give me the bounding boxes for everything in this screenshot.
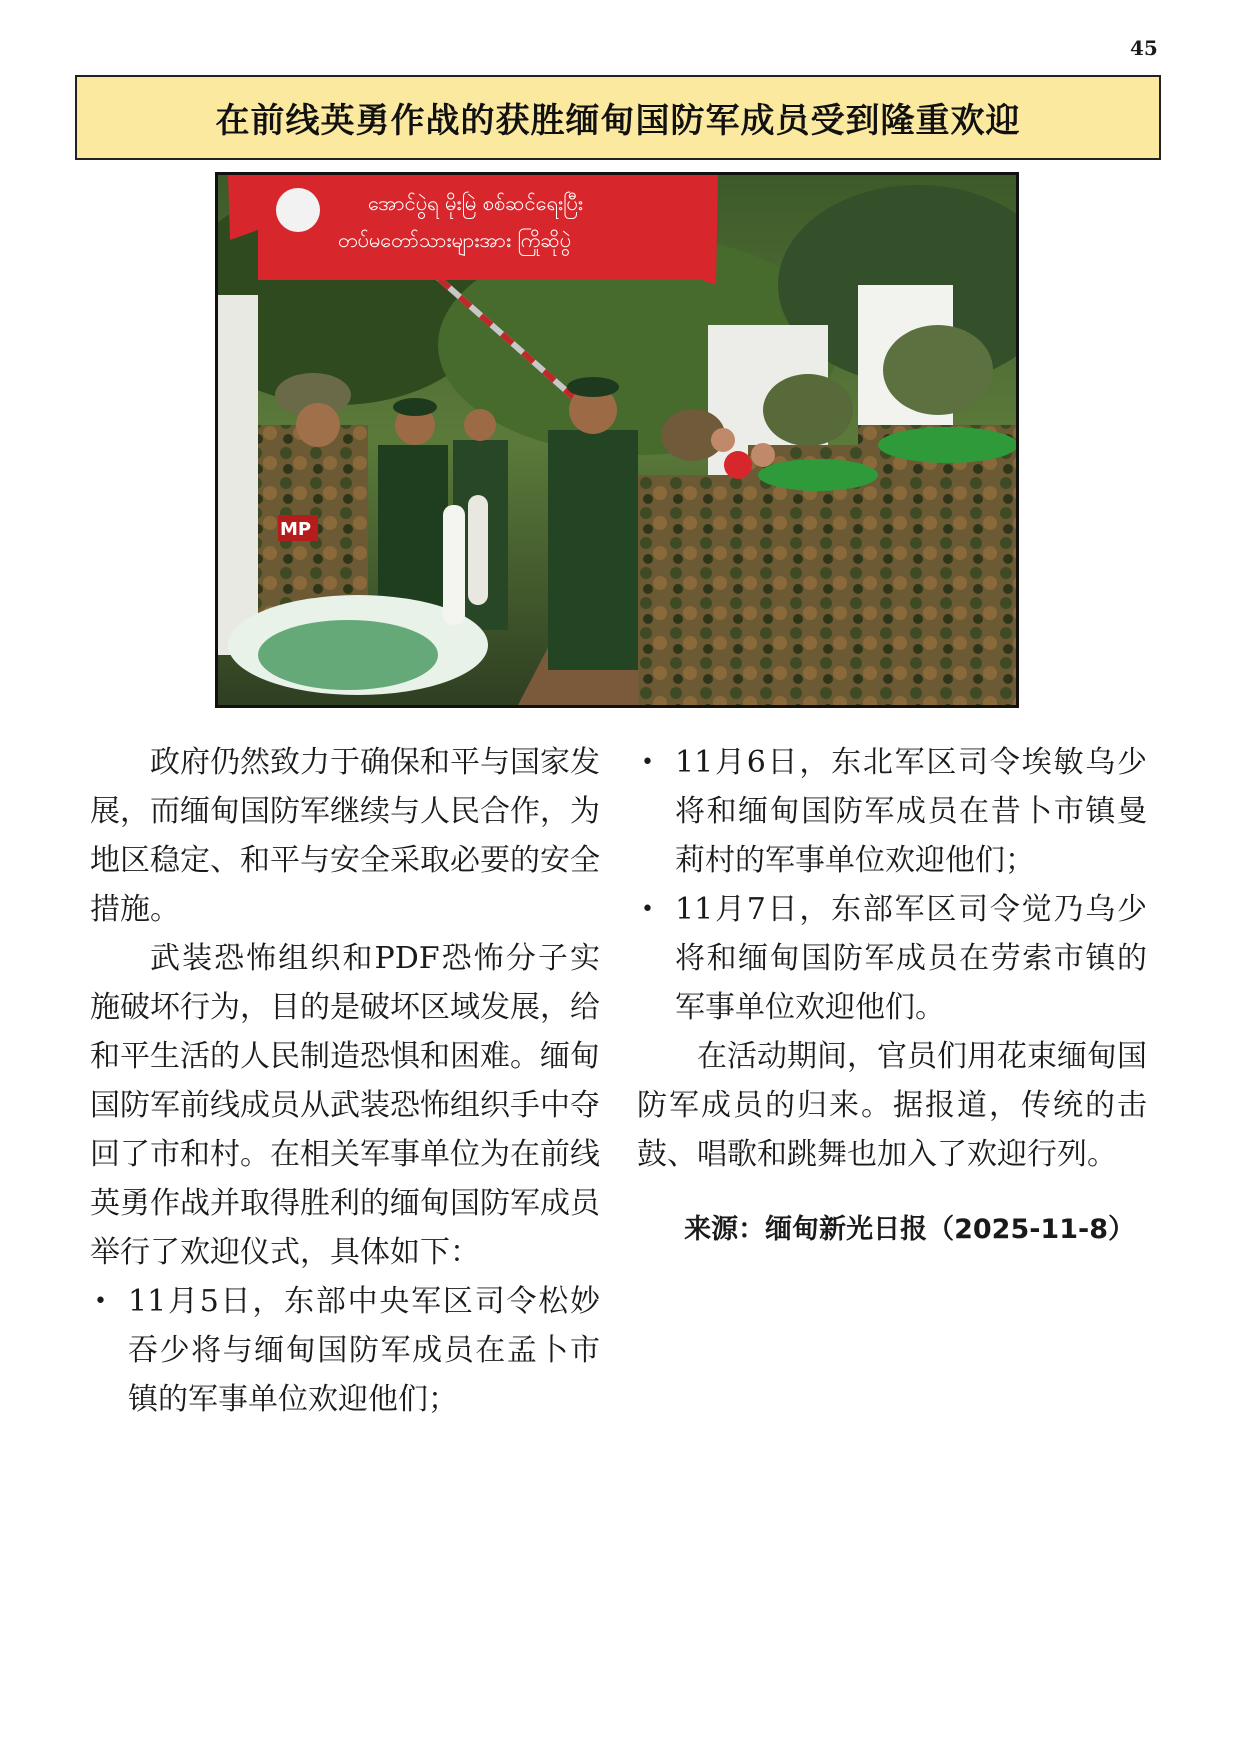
armband-text: MP: [280, 519, 312, 540]
bullet-icon: •: [94, 1289, 107, 1314]
paragraph-1: 政府仍然致力于确保和平与国家发展，而缅甸国防军继续与人民合作，为地区稳定、和平与安全采取必要的安全措施。: [90, 745, 600, 927]
bullet-icon: •: [641, 897, 654, 922]
list-item-nov6: [637, 738, 1147, 885]
list-item-nov5: [90, 1277, 600, 1424]
source-citation: 来源：缅甸新光日报（2025-11-8）: [684, 1214, 1135, 1245]
right-column: [637, 738, 1147, 1254]
banner-text-line2: တပ်မတော်သားများအား ကြိုဆိုပွဲ: [338, 228, 572, 252]
article-title: 在前线英勇作战的获胜缅甸国防军成员受到隆重欢迎: [215, 101, 1021, 141]
list-item-text: 11月7日，东部军区司令觉乃乌少将和缅甸国防军成员在劳索市镇的军事单位欢迎他们。: [675, 892, 1147, 1025]
banner-text-line1: အောင်ပွဲရ မိုးမြဲ စစ်ဆင်ရေးပြီး: [368, 191, 583, 215]
bullet-icon: •: [641, 750, 654, 775]
title-box: [75, 75, 1161, 160]
paragraph-3: 在活动期间，官员们用花束缅甸国防军成员的归来。据报道，传统的击鼓、唱歌和跳舞也加入了欢迎行列。: [637, 1039, 1147, 1172]
list-item-text: 11月5日，东部中央军区司令松妙吞少将与缅甸国防军成员在孟卜市镇的军事单位欢迎他们；: [128, 1284, 600, 1417]
left-column: [90, 738, 600, 1424]
paragraph-2: 武装恐怖组织和PDF恐怖分子实施破坏行为，目的是破坏区域发展，给和平生活的人民制造恐惧和困难。缅甸国防军前线成员从武装恐怖组织手中夺回了市和村。在相关军事单位为在前线英勇作战并取得胜利的缅甸国防军成员举行了欢迎仪式，具体如下：: [90, 941, 600, 1270]
page-number: 45: [1130, 36, 1158, 60]
list-item-nov7: [637, 885, 1147, 1032]
list-item-text: 11月6日，东北军区司令埃敏乌少将和缅甸国防军成员在昔卜市镇曼莉村的军事单位欢迎他们；: [675, 745, 1147, 878]
article-photo: [215, 172, 1019, 708]
